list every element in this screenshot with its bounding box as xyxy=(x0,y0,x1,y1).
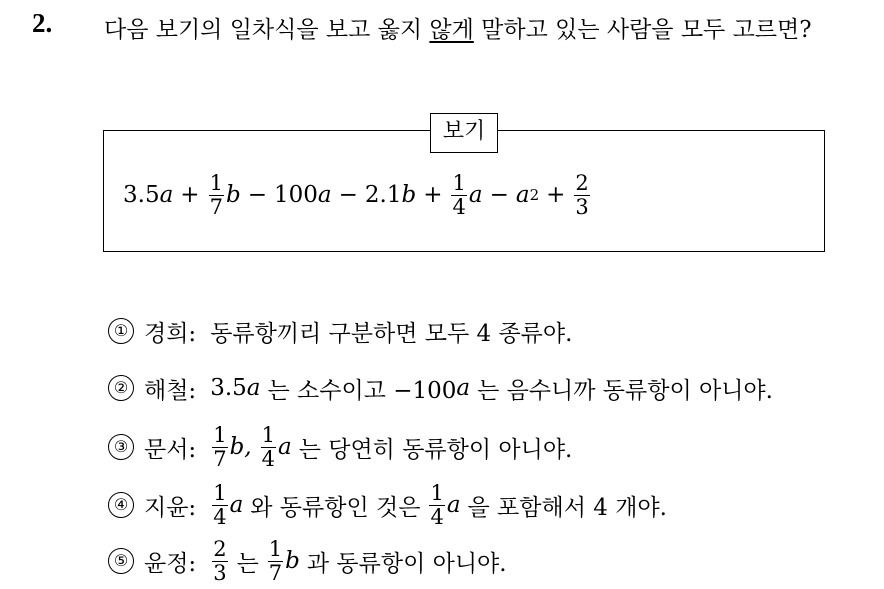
fraction-num: 1 xyxy=(452,171,466,196)
fraction-den: 7 xyxy=(209,194,223,219)
term-3-5: 3.5 xyxy=(123,182,160,208)
option-4[interactable] xyxy=(108,482,667,528)
var-b: b, xyxy=(229,434,252,460)
option-3[interactable] xyxy=(108,424,572,470)
var-a: a xyxy=(246,375,261,401)
fraction-2-3 xyxy=(212,538,227,583)
var-a: a xyxy=(317,182,332,208)
op-plus: + xyxy=(180,182,200,208)
option-text-part: 는 소수이고 −100 xyxy=(267,377,457,404)
fraction-den: 7 xyxy=(213,446,227,471)
example-box-label: 보기 xyxy=(430,113,498,153)
option-text-part: 과 동류항이 아니야. xyxy=(306,550,507,577)
var-a: a xyxy=(229,492,244,518)
fraction-den: 4 xyxy=(261,446,275,471)
fraction-num: 1 xyxy=(213,423,227,448)
fraction-1-7 xyxy=(209,172,224,217)
question-text xyxy=(104,10,874,50)
fraction-num: 1 xyxy=(261,423,275,448)
option-mark: ④ xyxy=(108,492,134,518)
fraction-num: 1 xyxy=(209,171,223,196)
question-text-before: 다음 보기의 일차식을 보고 옳지 xyxy=(104,17,430,43)
exponent-2: 2 xyxy=(529,186,540,204)
fraction-den: 4 xyxy=(213,504,227,529)
var-b: b xyxy=(285,548,300,574)
option-mark: ② xyxy=(108,375,134,401)
option-text: 동류항끼리 구분하면 모두 4 종류야. xyxy=(210,320,573,347)
op-minus: − xyxy=(247,182,267,208)
fraction-den: 3 xyxy=(213,560,227,585)
var-a: a xyxy=(446,492,461,518)
option-speaker: 문서: xyxy=(144,436,197,463)
fraction-1-7 xyxy=(268,538,283,583)
option-1[interactable] xyxy=(108,308,572,354)
question-number: 2. xyxy=(32,8,53,38)
var-b: b xyxy=(225,182,241,208)
option-speaker: 경희: xyxy=(144,320,197,347)
fraction-den: 7 xyxy=(268,560,283,585)
op-minus: − xyxy=(489,182,509,208)
var-a: a xyxy=(468,182,483,208)
fraction-1-4 xyxy=(451,172,466,217)
fraction-1-4 xyxy=(212,482,227,527)
option-speaker: 해철: xyxy=(144,377,197,404)
term-100: 100 xyxy=(273,182,318,208)
fraction-1-4 xyxy=(261,424,276,469)
var-a: a xyxy=(515,182,530,208)
fraction-1-4 xyxy=(429,482,444,527)
op-minus: − xyxy=(338,182,358,208)
fraction-den: 3 xyxy=(575,194,589,219)
option-text-part: 와 동류항인 것은 xyxy=(250,494,421,521)
var-a: a xyxy=(159,182,174,208)
example-expression xyxy=(123,160,592,230)
option-text-part: 는 xyxy=(236,550,259,577)
option-5[interactable] xyxy=(108,538,507,584)
option-mark: ⑤ xyxy=(108,548,134,574)
var-a: a xyxy=(277,434,292,460)
term-2-1: 2.1 xyxy=(364,182,402,208)
option-text-part: 3.5 xyxy=(210,375,247,401)
option-text-part: 을 포함해서 4 개야. xyxy=(467,494,667,521)
fraction-den: 4 xyxy=(452,194,466,219)
var-a: a xyxy=(456,375,471,401)
option-2[interactable] xyxy=(108,365,773,411)
op-plus: + xyxy=(423,182,443,208)
fraction-num: 1 xyxy=(430,481,444,506)
fraction-num: 2 xyxy=(213,537,227,562)
fraction-num: 1 xyxy=(213,481,227,506)
fraction-num: 1 xyxy=(268,537,283,562)
option-mark: ① xyxy=(108,318,134,344)
option-text-part: 는 음수니까 동류항이 아니야. xyxy=(477,377,773,404)
question-underlined: 않게 xyxy=(429,17,474,43)
fraction-den: 4 xyxy=(430,504,444,529)
var-b: b xyxy=(401,182,417,208)
op-plus: + xyxy=(546,182,566,208)
option-mark: ③ xyxy=(108,434,134,460)
option-speaker: 지윤: xyxy=(144,494,197,521)
fraction-2-3 xyxy=(574,172,589,217)
fraction-1-7 xyxy=(212,424,227,469)
option-speaker: 윤정: xyxy=(144,550,197,577)
option-text-part: 는 당연히 동류항이 아니야. xyxy=(298,436,573,463)
fraction-num: 2 xyxy=(575,171,589,196)
question-text-after: 말하고 있는 사람을 모두 고르면? xyxy=(473,17,812,43)
